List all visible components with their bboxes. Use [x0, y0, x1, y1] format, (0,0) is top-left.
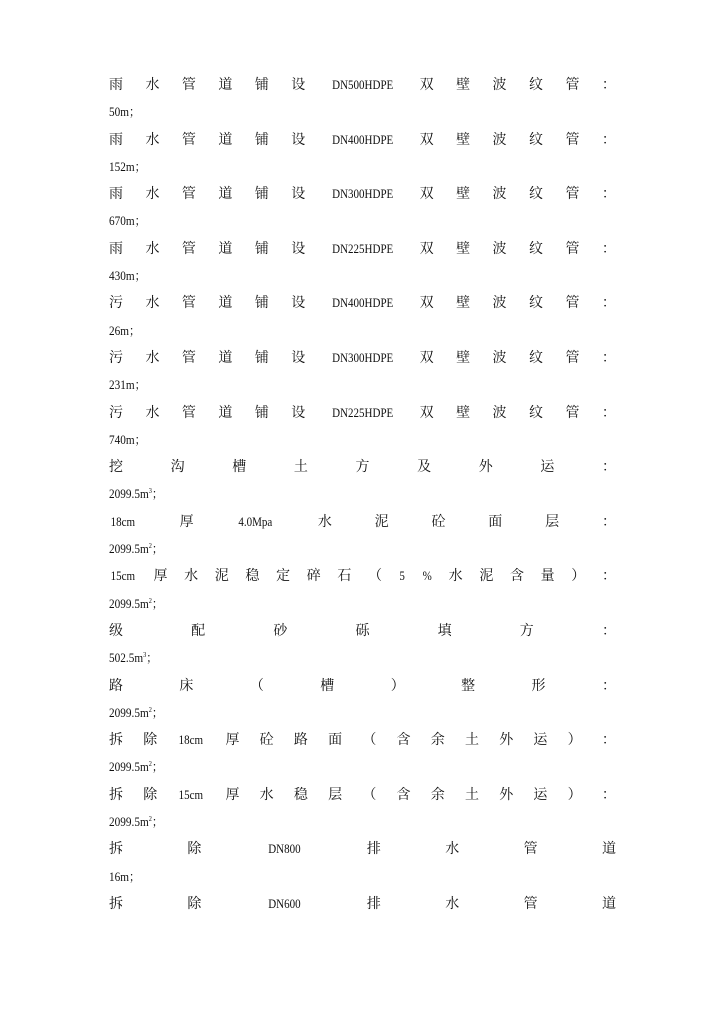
description-token: 碎 — [306, 568, 321, 585]
quantity-number: 2099.5m — [109, 705, 149, 720]
description-token: 水 — [445, 895, 460, 912]
description-token: 管 — [565, 404, 580, 421]
unit-exponent: 2 — [148, 815, 152, 824]
description-token: 铺 — [254, 295, 269, 312]
description-token: DN225HDPE — [331, 241, 394, 256]
item-quantity — [109, 591, 616, 618]
quantity-value — [109, 754, 163, 781]
description-token: 18cm — [179, 733, 204, 748]
description-token: 运 — [533, 732, 548, 749]
item-description — [109, 236, 616, 263]
description-token: ： — [601, 131, 616, 148]
description-token: 运 — [533, 786, 548, 803]
description-token: 雨 — [109, 240, 123, 257]
description-token: 道 — [218, 404, 233, 421]
description-token: 纹 — [528, 295, 543, 312]
description-token: 壁 — [456, 240, 471, 257]
unit-exponent: 2 — [148, 542, 152, 551]
description-token: 除 — [143, 786, 158, 803]
description-token: 量 — [540, 568, 555, 585]
description-token: 排 — [366, 895, 381, 912]
description-token: ： — [601, 77, 616, 93]
list-item — [109, 563, 616, 618]
description-token: 铺 — [254, 404, 269, 421]
item-description — [109, 563, 616, 590]
quantity-number: 26m； — [109, 323, 141, 338]
description-token: 铺 — [254, 131, 269, 148]
description-token: 土 — [464, 786, 479, 803]
quantity-value — [109, 372, 146, 399]
description-token: 雨 — [109, 131, 123, 148]
description-token: ： — [601, 295, 616, 312]
description-token: 双 — [419, 295, 434, 312]
description-token: 面 — [488, 513, 503, 530]
description-token: 面 — [328, 732, 343, 749]
item-quantity — [109, 372, 616, 399]
quantity-value — [109, 318, 140, 345]
quantity-value — [109, 536, 163, 563]
description-token: （ — [362, 786, 377, 803]
item-quantity — [109, 481, 616, 508]
quantity-terminator: ； — [151, 596, 164, 611]
quantity-number: 231m； — [109, 378, 146, 393]
description-token: 除 — [187, 895, 202, 912]
quantity-number: 2099.5m — [109, 596, 149, 611]
description-token: 余 — [430, 732, 445, 749]
description-token: 设 — [291, 404, 306, 421]
description-token: 砼 — [431, 513, 446, 530]
description-token: 槽 — [232, 459, 247, 476]
description-token: 管 — [523, 895, 538, 912]
description-token: 道 — [218, 186, 233, 203]
item-description — [109, 673, 616, 700]
quantity-number: 2099.5m — [109, 760, 149, 775]
description-token: 余 — [430, 786, 445, 803]
item-quantity — [109, 645, 616, 672]
description-token: 泥 — [479, 568, 494, 585]
item-quantity — [109, 809, 616, 836]
description-token: 拆 — [109, 895, 123, 912]
unit-exponent: 2 — [148, 760, 152, 769]
quantity-value — [109, 864, 140, 891]
description-token: 波 — [492, 404, 507, 421]
item-description — [109, 891, 616, 918]
description-token: DN500HDPE — [331, 78, 394, 92]
item-description — [109, 72, 616, 99]
quantity-list — [109, 72, 616, 918]
description-token: 雨 — [109, 186, 123, 203]
description-token: DN300HDPE — [331, 187, 394, 202]
description-token: 双 — [419, 131, 434, 148]
description-token: 道 — [218, 295, 233, 312]
quantity-value — [109, 99, 140, 126]
quantity-value — [109, 263, 146, 290]
list-item — [109, 891, 616, 918]
item-quantity — [109, 208, 616, 235]
description-token: 槽 — [320, 677, 335, 694]
item-description — [109, 400, 616, 427]
description-token: DN600 — [267, 896, 301, 911]
description-token: 管 — [181, 186, 196, 203]
quantity-number: 152m； — [109, 159, 146, 174]
description-token: 设 — [291, 186, 306, 203]
description-token: ： — [602, 459, 616, 476]
list-item — [109, 727, 616, 782]
quantity-terminator: ； — [151, 705, 164, 720]
item-quantity — [109, 99, 616, 126]
description-token: 水 — [145, 349, 160, 366]
description-token: 管 — [181, 131, 196, 148]
description-token: 水 — [259, 786, 274, 803]
description-token: 纹 — [528, 131, 543, 148]
description-token: 纹 — [528, 404, 543, 421]
description-token: 水 — [184, 568, 199, 585]
description-token: 污 — [109, 295, 123, 312]
quantity-value — [109, 591, 163, 618]
description-token: 管 — [181, 349, 196, 366]
description-token: 管 — [565, 295, 580, 312]
description-token: 稳 — [245, 568, 260, 585]
description-token: 填 — [437, 622, 452, 639]
list-item — [109, 618, 616, 673]
description-token: 拆 — [109, 732, 123, 749]
item-description — [109, 127, 616, 154]
description-token: 15cm — [110, 569, 136, 584]
quantity-terminator: ； — [151, 542, 164, 557]
description-token: 设 — [291, 295, 306, 312]
description-token: 波 — [492, 131, 507, 148]
description-token: 波 — [492, 186, 507, 203]
description-token: 水 — [145, 77, 160, 93]
description-token: 水 — [445, 841, 460, 858]
description-token: DN800 — [267, 842, 301, 857]
list-item — [109, 72, 616, 127]
description-token: 道 — [601, 895, 616, 912]
description-token: 砂 — [273, 622, 288, 639]
description-token: 外 — [499, 732, 514, 749]
description-token: 道 — [601, 841, 616, 858]
description-token: 道 — [218, 240, 233, 257]
item-description — [109, 782, 616, 809]
quantity-number: 2099.5m — [109, 542, 149, 557]
description-token: 土 — [464, 732, 479, 749]
quantity-value — [109, 154, 146, 181]
description-token: 设 — [291, 349, 306, 366]
description-token: ： — [601, 349, 616, 366]
description-token: （ — [362, 732, 377, 749]
description-token: 5 — [399, 569, 405, 584]
description-token: 双 — [419, 349, 434, 366]
description-token: 形 — [531, 677, 546, 694]
description-token: 含 — [396, 732, 411, 749]
list-item — [109, 181, 616, 236]
quantity-terminator: ； — [151, 487, 164, 502]
description-token: 方 — [519, 622, 534, 639]
description-token: 波 — [492, 77, 507, 93]
description-token: 雨 — [109, 77, 123, 93]
description-token: 管 — [565, 77, 580, 93]
description-token: 管 — [181, 240, 196, 257]
quantity-value — [109, 427, 146, 454]
list-item — [109, 509, 616, 564]
description-token: （ — [368, 568, 383, 585]
description-token: 厚 — [225, 786, 240, 803]
description-token: 铺 — [254, 349, 269, 366]
quantity-number: 16m； — [109, 869, 141, 884]
description-token: 厚 — [153, 568, 168, 585]
quantity-value — [109, 645, 157, 672]
description-token: 定 — [276, 568, 291, 585]
description-token: 排 — [366, 841, 381, 858]
description-token: 拆 — [109, 841, 123, 858]
description-token: 管 — [565, 240, 580, 257]
description-token: （ — [249, 677, 264, 694]
description-token: ： — [601, 513, 616, 530]
description-token: 波 — [492, 240, 507, 257]
description-token: 及 — [417, 459, 432, 476]
description-token: DN225HDPE — [331, 405, 394, 420]
quantity-terminator: ； — [151, 815, 164, 830]
description-token: 管 — [523, 841, 538, 858]
list-item — [109, 782, 616, 837]
item-quantity — [109, 864, 616, 891]
unit-exponent: 2 — [148, 596, 152, 605]
description-token: % — [422, 569, 432, 584]
quantity-value — [109, 700, 163, 727]
item-quantity — [109, 154, 616, 181]
list-item — [109, 673, 616, 728]
item-description — [109, 290, 616, 317]
description-token: 配 — [191, 622, 206, 639]
quantity-terminator: ； — [146, 651, 158, 666]
description-token: 泥 — [374, 513, 389, 530]
description-token: 双 — [419, 404, 434, 421]
description-token: 双 — [419, 77, 434, 93]
unit-exponent: 3 — [143, 651, 147, 660]
description-token: 砾 — [355, 622, 370, 639]
list-item — [109, 345, 616, 400]
description-token: ： — [601, 568, 616, 585]
description-token: DN400HDPE — [331, 132, 394, 147]
description-token: 双 — [419, 186, 434, 203]
description-token: 纹 — [528, 77, 543, 93]
description-token: ） — [390, 677, 405, 694]
description-token: 稳 — [293, 786, 308, 803]
item-quantity — [109, 754, 616, 781]
quantity-value — [109, 809, 163, 836]
description-token: 波 — [492, 349, 507, 366]
description-token: 道 — [218, 131, 233, 148]
unit-exponent: 2 — [148, 705, 152, 714]
description-token: 泥 — [214, 568, 229, 585]
item-quantity — [109, 700, 616, 727]
description-token: 管 — [181, 295, 196, 312]
list-item — [109, 127, 616, 182]
description-token: 管 — [565, 186, 580, 203]
description-token: 层 — [328, 786, 343, 803]
quantity-number: 670m； — [109, 214, 146, 229]
quantity-number: 2099.5m — [109, 815, 149, 830]
quantity-terminator: ； — [151, 760, 164, 775]
description-token: ： — [601, 622, 616, 639]
description-token: 道 — [218, 77, 233, 93]
description-token: 壁 — [456, 186, 471, 203]
quantity-value — [109, 208, 146, 235]
description-token: 波 — [492, 295, 507, 312]
description-token: 挖 — [109, 459, 123, 476]
description-token: 层 — [545, 513, 560, 530]
description-token: 管 — [565, 131, 580, 148]
description-token: ： — [601, 786, 616, 803]
description-token: 路 — [293, 732, 308, 749]
description-token: 铺 — [254, 240, 269, 257]
description-token: 铺 — [254, 186, 269, 203]
quantity-number: 740m； — [109, 432, 146, 447]
description-token: 设 — [291, 240, 306, 257]
description-token: 外 — [499, 786, 514, 803]
item-quantity — [109, 536, 616, 563]
description-token: 双 — [419, 240, 434, 257]
description-token: 级 — [109, 622, 123, 639]
description-token: 外 — [478, 459, 493, 476]
description-token: 整 — [461, 677, 476, 694]
description-token: 水 — [448, 568, 463, 585]
description-token: ） — [571, 568, 586, 585]
description-token: 厚 — [179, 513, 194, 530]
list-item — [109, 454, 616, 509]
item-quantity — [109, 318, 616, 345]
list-item — [109, 836, 616, 891]
description-token: 污 — [109, 404, 123, 421]
description-token: 沟 — [170, 459, 185, 476]
description-token: 除 — [187, 841, 202, 858]
description-token: 壁 — [456, 131, 471, 148]
description-token: 管 — [181, 77, 196, 93]
description-token: 壁 — [456, 295, 471, 312]
item-description — [109, 454, 616, 481]
description-token: 除 — [143, 732, 158, 749]
unit-exponent: 3 — [148, 487, 152, 496]
item-quantity — [109, 427, 616, 454]
description-token: 含 — [509, 568, 524, 585]
description-token: 水 — [145, 240, 160, 257]
description-token: 厚 — [225, 732, 240, 749]
quantity-number: 502.5m — [109, 651, 144, 666]
description-token: DN400HDPE — [331, 296, 394, 311]
description-token: 污 — [109, 349, 123, 366]
item-description — [109, 836, 616, 863]
description-token: 水 — [145, 295, 160, 312]
description-token: 土 — [293, 459, 308, 476]
list-item — [109, 290, 616, 345]
description-token: 纹 — [528, 186, 543, 203]
description-token: ： — [601, 404, 616, 421]
item-description — [109, 727, 616, 754]
description-token: ） — [567, 786, 582, 803]
description-token: DN300HDPE — [331, 350, 394, 365]
description-token: 水 — [145, 404, 160, 421]
description-token: 路 — [109, 677, 123, 694]
description-token: 铺 — [254, 77, 269, 93]
description-token: 运 — [540, 459, 555, 476]
description-token: 纹 — [528, 240, 543, 257]
description-token: ： — [601, 677, 616, 694]
description-token: 15cm — [179, 787, 204, 802]
description-token: 壁 — [456, 349, 471, 366]
item-description — [109, 345, 616, 372]
description-token: 方 — [355, 459, 370, 476]
description-token: 床 — [179, 677, 194, 694]
item-quantity — [109, 263, 616, 290]
description-token: 石 — [337, 568, 352, 585]
description-token: 水 — [317, 513, 332, 530]
description-token: 壁 — [456, 404, 471, 421]
description-token: 管 — [181, 404, 196, 421]
description-token: 含 — [396, 786, 411, 803]
description-token: 设 — [291, 77, 306, 93]
list-item — [109, 400, 616, 455]
description-token: 壁 — [456, 77, 471, 93]
quantity-number: 2099.5m — [109, 487, 149, 502]
description-token: 拆 — [109, 786, 123, 803]
description-token: 设 — [291, 131, 306, 148]
item-description — [109, 618, 616, 645]
description-token: 管 — [565, 349, 580, 366]
description-token: 水 — [145, 186, 160, 203]
quantity-value — [109, 481, 163, 508]
item-description — [109, 181, 616, 208]
description-token: 18cm — [110, 514, 136, 529]
description-token: 4.0Mpa — [238, 514, 273, 529]
list-item — [109, 236, 616, 291]
description-token: 水 — [145, 131, 160, 148]
description-token: 纹 — [528, 349, 543, 366]
description-token: ： — [601, 240, 616, 257]
description-token: ： — [601, 732, 616, 749]
description-token: ： — [601, 186, 616, 203]
description-token: 砼 — [259, 732, 274, 749]
quantity-number: 50m； — [109, 105, 141, 120]
description-token: ） — [567, 732, 582, 749]
item-description — [109, 509, 616, 536]
description-token: 道 — [218, 349, 233, 366]
quantity-number: 430m； — [109, 269, 146, 284]
